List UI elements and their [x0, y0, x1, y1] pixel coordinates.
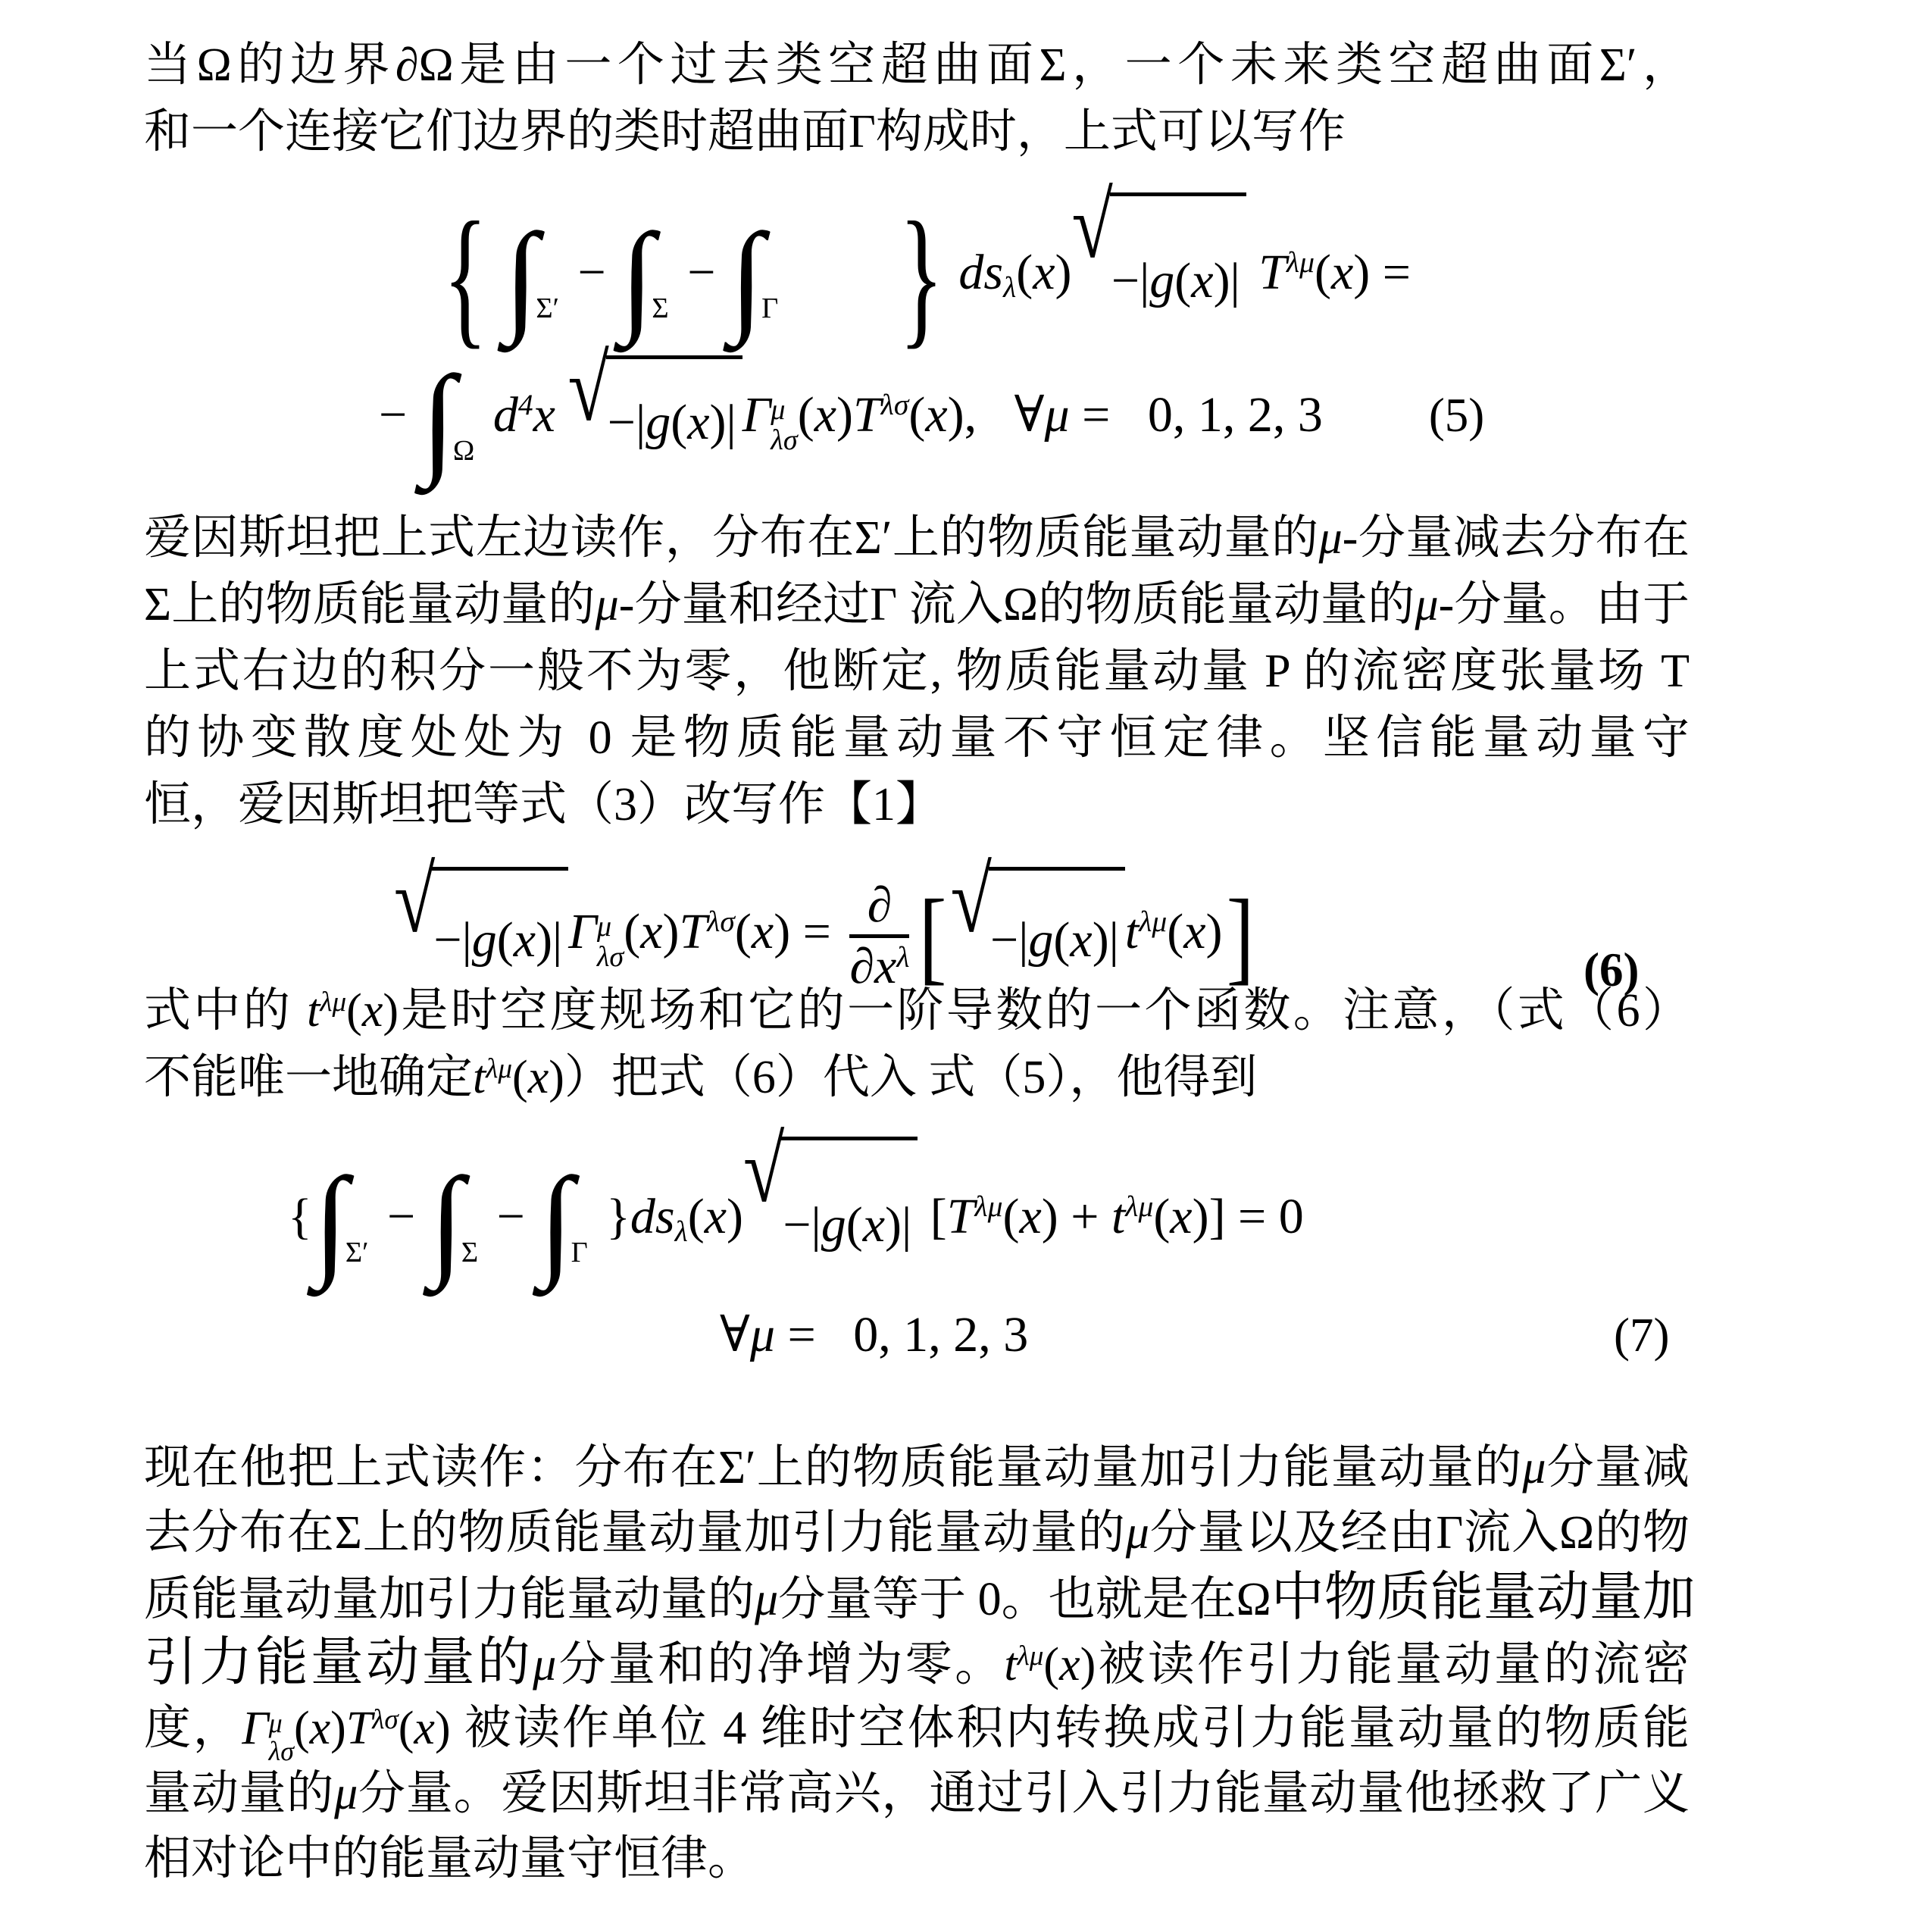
- emphasized-text: 引力能量动量的: [144, 1634, 533, 1692]
- superscript: λ: [896, 940, 910, 974]
- integral-sign: ∫: [620, 207, 655, 346]
- equation-7: [144, 1118, 1690, 1298]
- math-italic: μ: [1318, 512, 1343, 564]
- math-italic: μ: [749, 1307, 775, 1362]
- superscript: λμ: [320, 986, 347, 1018]
- radical-sign: √: [567, 337, 609, 441]
- math-italic: g: [1028, 912, 1054, 968]
- math-italic: g: [821, 1196, 846, 1253]
- math-italic: x: [361, 985, 383, 1037]
- math-italic: x: [513, 912, 536, 968]
- superscript: λμ: [486, 1052, 513, 1084]
- math-italic: x: [1033, 245, 1055, 300]
- math-italic: d: [492, 387, 518, 443]
- text-line: 不能唯一地确定$t^{\lambda\mu}(x)$）把式（6）代入 式（5），他得到: [144, 1052, 1258, 1103]
- integral-sign: ∫: [729, 207, 764, 346]
- integral: $\int_\Gamma$: [729, 207, 779, 346]
- math-italic: x: [1019, 1189, 1042, 1244]
- integral-sign: ∫: [539, 1151, 574, 1290]
- math-italic: Γ: [568, 904, 597, 959]
- right-brace: }: [899, 191, 944, 363]
- equation-7-continued: [144, 1305, 1690, 1365]
- math-italic: x: [640, 904, 663, 959]
- math-italic: Γ: [742, 387, 771, 443]
- math-italic: g: [471, 912, 497, 968]
- radical-sign: √: [394, 849, 436, 952]
- math-italic: g: [1149, 252, 1175, 308]
- math-italic: t: [473, 1052, 486, 1103]
- math-italic: μ: [1415, 579, 1439, 630]
- emphasized-text: 中物质能量动量加: [1271, 1569, 1696, 1627]
- equation-label-7: (7): [1614, 1309, 1670, 1362]
- text-line: 恒，爱因斯坦把等式（3）改写作【1】: [144, 779, 943, 830]
- integral: $\int_{\Sigma'}$: [504, 207, 560, 346]
- integral-sign: ∫: [420, 349, 455, 489]
- left-bracket: [: [919, 877, 948, 995]
- math-italic: t: [1004, 1639, 1018, 1690]
- square-root: √ −|g(x)|: [1072, 192, 1246, 362]
- math-italic: ds: [958, 245, 1004, 300]
- text-line: 式中的 $t^{\lambda\mu}(x)$是时空度规场和它的一阶导数的一个函数。注意，（式（6）: [144, 985, 1690, 1037]
- equation-label-5: (5): [1428, 389, 1485, 442]
- math-italic: x: [925, 387, 948, 443]
- equation-6-line: √ −|g(x)| Γ μ λσ $(x)T^{\lambda\sigma}(x)$ = ∂ $\partial x^\lambda$ [ √ −|g(x)| $t^{\lambda\mu}(x)$]: [144, 865, 1690, 998]
- superscript: λμ: [1017, 1640, 1044, 1672]
- fraction: ∂ $\partial x^\lambda$: [849, 877, 910, 995]
- math-italic: μ: [755, 1574, 779, 1625]
- sup-sub-stack: μ λσ: [596, 910, 624, 973]
- superscript: λμ: [1286, 246, 1315, 280]
- superscript: λμ: [1125, 1190, 1154, 1224]
- integral: $\int_{\Sigma'}$: [313, 1151, 369, 1290]
- math-italic: t: [307, 985, 320, 1037]
- superscript: λμ: [1139, 905, 1168, 939]
- integral: $\int_\Sigma$: [429, 1151, 479, 1290]
- math-italic: μ: [1125, 1507, 1149, 1559]
- text-line: 去分布在Σ上的物质能量动量加引力能量动量的μ分量以及经由Γ流入Ω的物: [144, 1507, 1690, 1559]
- math-italic: ∂: [395, 39, 419, 91]
- text-line: 和一个连接它们边界的类时超曲面Γ构成时，上式可以写作: [144, 106, 1346, 158]
- math-italic: T: [1258, 245, 1286, 300]
- math-italic: x: [751, 904, 774, 959]
- paragraph-1: [144, 32, 1690, 165]
- math-italic: t: [1111, 1189, 1126, 1244]
- text-line: 度，Γ μ λσ $(x)T^{\lambda\sigma}(x)$ 被读作单位 4 维时空体积内转换成引力能量动量的物质能: [144, 1703, 1690, 1767]
- integral-sign: ∫: [504, 207, 539, 346]
- superscript: λσ: [372, 1703, 399, 1735]
- equation-7-line-2: ∀μ = 0, 1, 2, 3: [720, 1307, 1029, 1362]
- math-italic: Γ: [242, 1703, 269, 1754]
- text-line: 上式右边的积分一般不为零，他断定, 物质能量动量 P 的流密度张量场 T: [144, 646, 1690, 697]
- left-brace: {: [442, 191, 488, 363]
- square-root: √ −|g(x)|: [743, 1137, 918, 1306]
- paragraph-4: [144, 1435, 1696, 1891]
- superscript: λσ: [880, 388, 909, 422]
- integral-sign: ∫: [429, 1151, 464, 1290]
- square-root: √ −|g(x)|: [567, 355, 742, 483]
- square-root: √ −|g(x)|: [951, 867, 1125, 1006]
- math-italic: x: [1059, 1639, 1080, 1690]
- radical-sign: √: [742, 1118, 785, 1222]
- superscript: λμ: [974, 1190, 1003, 1224]
- math-italic: g: [646, 395, 671, 451]
- math-italic: x: [1170, 1189, 1193, 1244]
- math-italic: x: [1070, 912, 1093, 968]
- integral: $\int_\Omega$: [420, 349, 475, 489]
- square-root: √ −|g(x)|: [394, 867, 568, 1006]
- math-italic: x: [874, 939, 897, 995]
- superscript: λσ: [707, 905, 735, 939]
- math-italic: x: [1183, 904, 1206, 959]
- math-italic: μ: [533, 1639, 557, 1690]
- text-line: 引力能量动量的μ分量和的净增为零。$t^{\lambda\mu}(x)$被读作引力能量动量的流密: [144, 1634, 1690, 1692]
- superscript: 4: [517, 388, 533, 422]
- math-italic: μ: [334, 1768, 358, 1819]
- math-italic: x: [1331, 245, 1354, 300]
- text-line: 爱因斯坦把上式左边读作，分布在Σ′上的物质能量动量的μ-分量减去分布在: [144, 512, 1690, 564]
- text-line: 的协变散度处处为 0 是物质能量动量不守恒定律。坚信能量动量守: [144, 712, 1690, 764]
- subscript: λ: [674, 1215, 688, 1249]
- right-bracket: ]: [1226, 877, 1255, 995]
- equation-5-line-2: [144, 337, 1690, 489]
- equation-5-body: − $\int_\Omega$ $d^4x$ √ −|g(x)| Γ μ λσ $(x)T^{\lambda\sigma}(x)$, ∀μ = 0, 1, 2, 3: [379, 337, 1323, 489]
- equation-label-6: (6): [1583, 943, 1640, 996]
- math-italic: T: [946, 1189, 975, 1244]
- math-italic: t: [1124, 904, 1140, 959]
- math-italic: x: [1191, 252, 1214, 308]
- radical-sign: √: [950, 849, 992, 952]
- paragraph-3: [144, 977, 1690, 1111]
- subscript: λ: [1003, 271, 1017, 305]
- math-italic: ds: [630, 1189, 675, 1244]
- math-italic: x: [414, 1703, 435, 1754]
- paragraph-2: [144, 505, 1690, 838]
- math-italic: T: [345, 1703, 373, 1754]
- text-line: 现在他把上式读作：分布在Σ′上的物质能量动量加引力能量动量的μ分量减: [144, 1442, 1690, 1493]
- text-line: Σ上的物质能量动量的μ-分量和经过Γ 流入Ω的物质能量动量的μ-分量。由于: [144, 579, 1690, 630]
- math-italic: μ: [595, 579, 619, 630]
- math-italic: x: [704, 1189, 727, 1244]
- equation-5-continued: [144, 337, 1690, 489]
- math-italic: x: [814, 387, 836, 443]
- math-italic: T: [679, 904, 708, 959]
- text-line: 当Ω的边界∂Ω是由一个过去类空超曲面Σ，一个未来类空超曲面Σ′，: [144, 39, 1690, 91]
- text-line: 相对论中的能量动量守恒律。: [144, 1833, 755, 1884]
- radical-sign: √: [1071, 174, 1113, 278]
- text-line: 量动量的μ分量。爱因斯坦非常高兴，通过引入引力能量动量他拯救了广义: [144, 1768, 1690, 1819]
- integral-sign: ∫: [313, 1151, 348, 1290]
- math-italic: μ: [1044, 387, 1070, 443]
- text-line: 质能量动量加引力能量动量的μ分量等于 0。也就是在Ω中物质能量动量加: [144, 1569, 1696, 1627]
- integral: $\int_\Sigma$: [620, 207, 669, 346]
- math-italic: T: [852, 387, 881, 443]
- math-italic: x: [533, 387, 555, 443]
- math-italic: x: [309, 1703, 331, 1754]
- sup-sub-stack: μ λσ: [771, 393, 798, 456]
- math-italic: x: [687, 395, 710, 451]
- sup-sub-stack: μ λσ: [268, 1707, 294, 1767]
- math-italic: x: [862, 1196, 886, 1253]
- math-italic: x: [527, 1052, 549, 1103]
- math-italic: μ: [1522, 1442, 1546, 1493]
- equation-5: [144, 174, 1690, 363]
- equation-5-line-1: { $\int_{\Sigma'} - \int_\Sigma - \int_\Gamma$ } dsλ(x) √ −|g(x)| $T^{\lambda\mu}(x)$ =: [442, 174, 1411, 363]
- integral: $\int_\Gamma$: [539, 1151, 588, 1290]
- equation-7-line-1: {$\int_{\Sigma'} - \int_\Sigma - \int_\Gamma$ }dsλ(x) √ −|g(x)| $[T^{\lambda\mu}(x) + t^{\lambda\mu}(x)] = 0$: [144, 1135, 1690, 1298]
